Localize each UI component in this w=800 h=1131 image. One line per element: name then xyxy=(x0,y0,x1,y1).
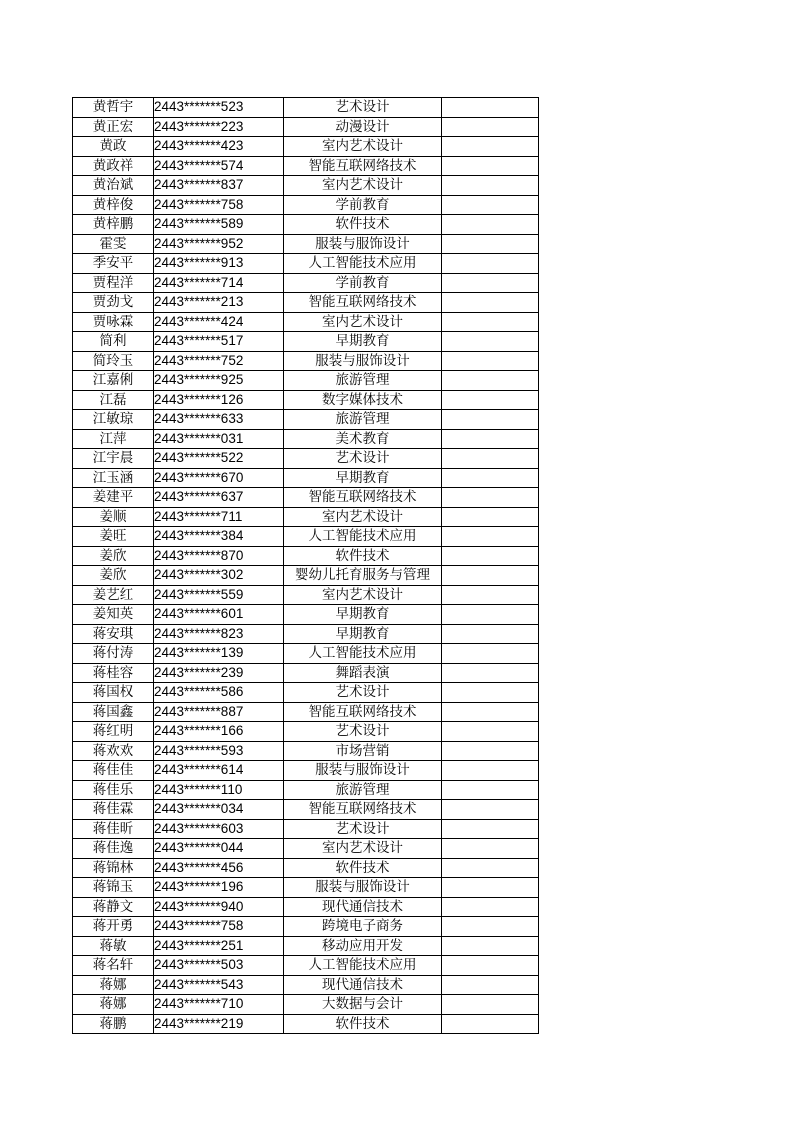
id-cell: 2443*******593 xyxy=(154,741,284,761)
major-cell: 软件技术 xyxy=(284,1014,442,1034)
name-cell: 季安平 xyxy=(73,254,154,274)
id-cell: 2443*******456 xyxy=(154,858,284,878)
major-cell: 服装与服饰设计 xyxy=(284,761,442,781)
name-cell: 蒋鹏 xyxy=(73,1014,154,1034)
id-cell: 2443*******887 xyxy=(154,702,284,722)
table-row xyxy=(73,273,539,293)
table-row xyxy=(73,195,539,215)
table-row xyxy=(73,624,539,644)
name-cell: 贾咏霖 xyxy=(73,312,154,332)
major-cell: 跨境电子商务 xyxy=(284,917,442,937)
table-row xyxy=(73,1014,539,1034)
table-row xyxy=(73,351,539,371)
id-cell: 2443*******670 xyxy=(154,468,284,488)
name-cell: 黄梓俊 xyxy=(73,195,154,215)
table-row xyxy=(73,371,539,391)
extra-cell xyxy=(442,468,539,488)
major-cell: 智能互联网络技术 xyxy=(284,293,442,313)
major-cell: 艺术设计 xyxy=(284,819,442,839)
major-cell: 大数据与会计 xyxy=(284,995,442,1015)
extra-cell xyxy=(442,410,539,430)
major-cell: 艺术设计 xyxy=(284,683,442,703)
table-row xyxy=(73,176,539,196)
roster-body xyxy=(73,98,539,1034)
name-cell: 黄梓鹏 xyxy=(73,215,154,235)
id-cell: 2443*******523 xyxy=(154,98,284,118)
table-row xyxy=(73,839,539,859)
major-cell: 软件技术 xyxy=(284,215,442,235)
major-cell: 室内艺术设计 xyxy=(284,137,442,157)
extra-cell xyxy=(442,98,539,118)
id-cell: 2443*******940 xyxy=(154,897,284,917)
id-cell: 2443*******223 xyxy=(154,117,284,137)
name-cell: 蒋锦林 xyxy=(73,858,154,878)
name-cell: 江玉涵 xyxy=(73,468,154,488)
table-row xyxy=(73,800,539,820)
extra-cell xyxy=(442,624,539,644)
name-cell: 蒋付涛 xyxy=(73,644,154,664)
name-cell: 蒋佳霖 xyxy=(73,800,154,820)
extra-cell xyxy=(442,585,539,605)
major-cell: 服装与服饰设计 xyxy=(284,234,442,254)
major-cell: 艺术设计 xyxy=(284,449,442,469)
id-cell: 2443*******925 xyxy=(154,371,284,391)
major-cell: 室内艺术设计 xyxy=(284,585,442,605)
id-cell: 2443*******034 xyxy=(154,800,284,820)
name-cell: 姜欣 xyxy=(73,566,154,586)
table-row xyxy=(73,293,539,313)
id-cell: 2443*******603 xyxy=(154,819,284,839)
id-cell: 2443*******614 xyxy=(154,761,284,781)
major-cell: 智能互联网络技术 xyxy=(284,488,442,508)
name-cell: 简利 xyxy=(73,332,154,352)
id-cell: 2443*******543 xyxy=(154,975,284,995)
extra-cell xyxy=(442,273,539,293)
table-row xyxy=(73,410,539,430)
name-cell: 贾程洋 xyxy=(73,273,154,293)
major-cell: 早期教育 xyxy=(284,624,442,644)
table-row xyxy=(73,741,539,761)
id-cell: 2443*******559 xyxy=(154,585,284,605)
major-cell: 室内艺术设计 xyxy=(284,312,442,332)
table-row xyxy=(73,390,539,410)
extra-cell xyxy=(442,215,539,235)
extra-cell xyxy=(442,546,539,566)
id-cell: 2443*******952 xyxy=(154,234,284,254)
extra-cell xyxy=(442,761,539,781)
extra-cell xyxy=(442,858,539,878)
table-row xyxy=(73,117,539,137)
table-row xyxy=(73,819,539,839)
id-cell: 2443*******601 xyxy=(154,605,284,625)
table-row xyxy=(73,546,539,566)
id-cell: 2443*******503 xyxy=(154,956,284,976)
major-cell: 早期教育 xyxy=(284,332,442,352)
id-cell: 2443*******522 xyxy=(154,449,284,469)
table-row xyxy=(73,312,539,332)
student-roster-table xyxy=(72,97,539,1034)
name-cell: 蒋佳佳 xyxy=(73,761,154,781)
id-cell: 2443*******870 xyxy=(154,546,284,566)
table-row xyxy=(73,332,539,352)
name-cell: 姜艺红 xyxy=(73,585,154,605)
table-row xyxy=(73,956,539,976)
name-cell: 江宇晨 xyxy=(73,449,154,469)
name-cell: 蒋安琪 xyxy=(73,624,154,644)
name-cell: 姜知英 xyxy=(73,605,154,625)
name-cell: 蒋开勇 xyxy=(73,917,154,937)
table-row xyxy=(73,234,539,254)
table-row xyxy=(73,215,539,235)
table-row xyxy=(73,156,539,176)
id-cell: 2443*******423 xyxy=(154,137,284,157)
id-cell: 2443*******758 xyxy=(154,195,284,215)
major-cell: 现代通信技术 xyxy=(284,975,442,995)
name-cell: 霍雯 xyxy=(73,234,154,254)
major-cell: 早期教育 xyxy=(284,605,442,625)
table-row xyxy=(73,995,539,1015)
name-cell: 简玲玉 xyxy=(73,351,154,371)
id-cell: 2443*******714 xyxy=(154,273,284,293)
extra-cell xyxy=(442,839,539,859)
name-cell: 江萍 xyxy=(73,429,154,449)
name-cell: 蒋佳逸 xyxy=(73,839,154,859)
table-row xyxy=(73,917,539,937)
major-cell: 现代通信技术 xyxy=(284,897,442,917)
id-cell: 2443*******574 xyxy=(154,156,284,176)
extra-cell xyxy=(442,527,539,547)
extra-cell xyxy=(442,780,539,800)
major-cell: 服装与服饰设计 xyxy=(284,351,442,371)
major-cell: 学前教育 xyxy=(284,273,442,293)
extra-cell xyxy=(442,800,539,820)
name-cell: 蒋欢欢 xyxy=(73,741,154,761)
extra-cell xyxy=(442,390,539,410)
id-cell: 2443*******837 xyxy=(154,176,284,196)
name-cell: 蒋名轩 xyxy=(73,956,154,976)
table-row xyxy=(73,975,539,995)
extra-cell xyxy=(442,371,539,391)
extra-cell xyxy=(442,819,539,839)
extra-cell xyxy=(442,117,539,137)
table-row xyxy=(73,468,539,488)
major-cell: 服装与服饰设计 xyxy=(284,878,442,898)
id-cell: 2443*******711 xyxy=(154,507,284,527)
table-row xyxy=(73,897,539,917)
id-cell: 2443*******251 xyxy=(154,936,284,956)
name-cell: 黄治斌 xyxy=(73,176,154,196)
table-row xyxy=(73,488,539,508)
extra-cell xyxy=(442,956,539,976)
major-cell: 艺术设计 xyxy=(284,98,442,118)
extra-cell xyxy=(442,917,539,937)
extra-cell xyxy=(442,644,539,664)
name-cell: 蒋桂容 xyxy=(73,663,154,683)
extra-cell xyxy=(442,176,539,196)
major-cell: 移动应用开发 xyxy=(284,936,442,956)
major-cell: 软件技术 xyxy=(284,858,442,878)
name-cell: 江嘉俐 xyxy=(73,371,154,391)
name-cell: 姜欣 xyxy=(73,546,154,566)
extra-cell xyxy=(442,312,539,332)
major-cell: 智能互联网络技术 xyxy=(284,156,442,176)
name-cell: 姜旺 xyxy=(73,527,154,547)
table-row xyxy=(73,566,539,586)
major-cell: 智能互联网络技术 xyxy=(284,800,442,820)
extra-cell xyxy=(442,137,539,157)
table-row xyxy=(73,585,539,605)
table-row xyxy=(73,683,539,703)
table-row xyxy=(73,878,539,898)
extra-cell xyxy=(442,351,539,371)
extra-cell xyxy=(442,293,539,313)
name-cell: 蒋佳昕 xyxy=(73,819,154,839)
major-cell: 旅游管理 xyxy=(284,780,442,800)
id-cell: 2443*******913 xyxy=(154,254,284,274)
major-cell: 旅游管理 xyxy=(284,371,442,391)
table-row xyxy=(73,644,539,664)
extra-cell xyxy=(442,234,539,254)
id-cell: 2443*******031 xyxy=(154,429,284,449)
id-cell: 2443*******384 xyxy=(154,527,284,547)
major-cell: 旅游管理 xyxy=(284,410,442,430)
name-cell: 江敏琼 xyxy=(73,410,154,430)
extra-cell xyxy=(442,741,539,761)
extra-cell xyxy=(442,897,539,917)
name-cell: 蒋国权 xyxy=(73,683,154,703)
name-cell: 黄正宏 xyxy=(73,117,154,137)
major-cell: 人工智能技术应用 xyxy=(284,956,442,976)
id-cell: 2443*******823 xyxy=(154,624,284,644)
table-row xyxy=(73,254,539,274)
name-cell: 蒋娜 xyxy=(73,975,154,995)
table-row xyxy=(73,507,539,527)
name-cell: 江磊 xyxy=(73,390,154,410)
table-row xyxy=(73,702,539,722)
id-cell: 2443*******126 xyxy=(154,390,284,410)
extra-cell xyxy=(442,722,539,742)
name-cell: 黄政 xyxy=(73,137,154,157)
table-row xyxy=(73,605,539,625)
extra-cell xyxy=(442,488,539,508)
table-row xyxy=(73,936,539,956)
extra-cell xyxy=(442,995,539,1015)
extra-cell xyxy=(442,702,539,722)
table-row xyxy=(73,780,539,800)
name-cell: 贾劲戈 xyxy=(73,293,154,313)
name-cell: 黄政祥 xyxy=(73,156,154,176)
extra-cell xyxy=(442,878,539,898)
name-cell: 蒋敏 xyxy=(73,936,154,956)
extra-cell xyxy=(442,975,539,995)
name-cell: 蒋佳乐 xyxy=(73,780,154,800)
id-cell: 2443*******213 xyxy=(154,293,284,313)
extra-cell xyxy=(442,605,539,625)
id-cell: 2443*******044 xyxy=(154,839,284,859)
id-cell: 2443*******302 xyxy=(154,566,284,586)
id-cell: 2443*******166 xyxy=(154,722,284,742)
major-cell: 艺术设计 xyxy=(284,722,442,742)
extra-cell xyxy=(442,195,539,215)
name-cell: 蒋娜 xyxy=(73,995,154,1015)
major-cell: 学前教育 xyxy=(284,195,442,215)
major-cell: 室内艺术设计 xyxy=(284,839,442,859)
id-cell: 2443*******517 xyxy=(154,332,284,352)
extra-cell xyxy=(442,332,539,352)
major-cell: 美术教育 xyxy=(284,429,442,449)
id-cell: 2443*******196 xyxy=(154,878,284,898)
table-row xyxy=(73,429,539,449)
extra-cell xyxy=(442,449,539,469)
extra-cell xyxy=(442,507,539,527)
name-cell: 蒋国鑫 xyxy=(73,702,154,722)
major-cell: 智能互联网络技术 xyxy=(284,702,442,722)
table-row xyxy=(73,137,539,157)
extra-cell xyxy=(442,429,539,449)
major-cell: 人工智能技术应用 xyxy=(284,254,442,274)
id-cell: 2443*******139 xyxy=(154,644,284,664)
major-cell: 数字媒体技术 xyxy=(284,390,442,410)
id-cell: 2443*******758 xyxy=(154,917,284,937)
id-cell: 2443*******110 xyxy=(154,780,284,800)
major-cell: 室内艺术设计 xyxy=(284,176,442,196)
table-row xyxy=(73,98,539,118)
name-cell: 蒋锦玉 xyxy=(73,878,154,898)
id-cell: 2443*******239 xyxy=(154,663,284,683)
major-cell: 市场营销 xyxy=(284,741,442,761)
table-row xyxy=(73,663,539,683)
id-cell: 2443*******219 xyxy=(154,1014,284,1034)
id-cell: 2443*******586 xyxy=(154,683,284,703)
major-cell: 婴幼儿托育服务与管理 xyxy=(284,566,442,586)
extra-cell xyxy=(442,254,539,274)
extra-cell xyxy=(442,683,539,703)
name-cell: 蒋静文 xyxy=(73,897,154,917)
name-cell: 黄哲宇 xyxy=(73,98,154,118)
major-cell: 软件技术 xyxy=(284,546,442,566)
id-cell: 2443*******633 xyxy=(154,410,284,430)
table-row xyxy=(73,722,539,742)
major-cell: 室内艺术设计 xyxy=(284,507,442,527)
id-cell: 2443*******637 xyxy=(154,488,284,508)
table-row xyxy=(73,858,539,878)
major-cell: 人工智能技术应用 xyxy=(284,644,442,664)
major-cell: 人工智能技术应用 xyxy=(284,527,442,547)
table-row xyxy=(73,761,539,781)
name-cell: 姜顺 xyxy=(73,507,154,527)
extra-cell xyxy=(442,663,539,683)
name-cell: 姜建平 xyxy=(73,488,154,508)
id-cell: 2443*******589 xyxy=(154,215,284,235)
id-cell: 2443*******424 xyxy=(154,312,284,332)
major-cell: 动漫设计 xyxy=(284,117,442,137)
name-cell: 蒋红明 xyxy=(73,722,154,742)
table-row xyxy=(73,527,539,547)
extra-cell xyxy=(442,1014,539,1034)
extra-cell xyxy=(442,936,539,956)
major-cell: 舞蹈表演 xyxy=(284,663,442,683)
id-cell: 2443*******710 xyxy=(154,995,284,1015)
table-row xyxy=(73,449,539,469)
extra-cell xyxy=(442,566,539,586)
extra-cell xyxy=(442,156,539,176)
id-cell: 2443*******752 xyxy=(154,351,284,371)
major-cell: 早期教育 xyxy=(284,468,442,488)
